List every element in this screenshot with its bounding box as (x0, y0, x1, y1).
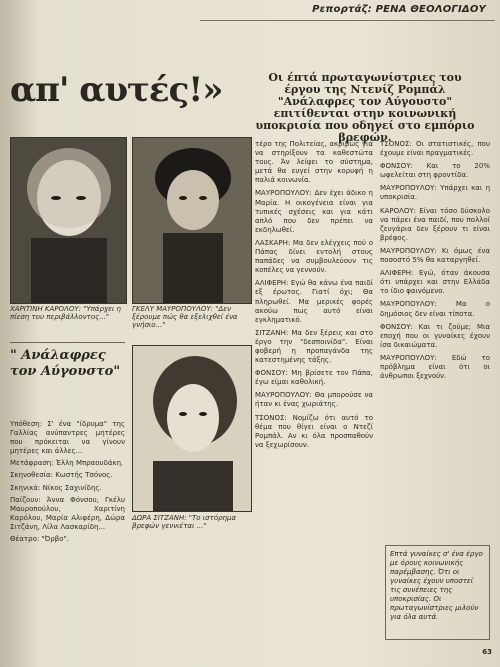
headline: απ' αυτές!» (10, 70, 223, 110)
paragraph: ΦΟΝΣΟΥ: Και το 20% ωφελείται στη φροντίδα. (380, 162, 490, 180)
photo-mavropoulou (132, 137, 252, 304)
paragraph: τέρο της Πολιτείας, ακριβώς γιά να στηρίξουν τα καθεστώτα τους. Άν λείψει το σύστημα, μετά θα ευγεί στην κορυφή η παλιά κοινωνία. (255, 140, 373, 185)
paragraph: ΦΟΝΣΟΥ: Μη βρίσετε τον Πάπα, έγω είμαι καθολική. (255, 369, 373, 387)
credit-line: Θέατρο: "Όρβο". (10, 535, 69, 544)
intro-text: Οι έπτά πρωταγωνίστριες του έργου της Ντενίζ Ρομπάλ "Ανάλαφρες τον Αύγουστο" επιτίθενται στην κοινωνική υποκρισία που οδηγεί στο εμπόριο βρεφών. (255, 71, 475, 144)
photo-karolou (10, 137, 127, 304)
credit-line: Μετάφραση: Έλλη Μπραουδάκη. (10, 459, 124, 468)
box-title: " Ανάλαφρες τον Αύγουστο" (10, 348, 121, 379)
paragraph: ΚΑΡΟΛΟΥ: Είναι τόσο δύσκολο να πάρει ένα παιδί, που πολλοί ζευγάρια δεν ξέρουν τι είναι βρέφος. (380, 206, 490, 242)
reportage-credit: Ρεπορτάζ: ΡΕΝΑ ΘΕΟΛΟΓΙΔΟΥ (312, 4, 486, 15)
paragraph: ΤΣΟΝΟΣ: Οι στατιστικές, που έχουμε είναι πραγματικές. (380, 140, 490, 158)
photo-sitzani (132, 345, 252, 512)
credit-line: Υπόθεση: Σ' ένα "ίδρυμα" της Γαλλίας ανύπαντρες μητέρες που πρόκειται να γίνουν μητέρες και άλλες... (10, 420, 125, 456)
paragraph: ΜΑΥΡΟΠΟΥΛΟΥ: Θα μπορούσε να ήταν κι ένας χωριάτης. (255, 391, 373, 409)
credit-line: Παίζουν: Άννα Φόνσου, Γκέλυ Μαυροπούλου, Χαριτίνη Καρόλου, Μαρία Αλιφέρη, Δώρα Σιτζάνη, Λίλα Λασκαρίδη... (10, 495, 125, 531)
paragraph: ΑΛΙΦΕΡΗ: Εγώ, όταν άκουσα ότι υπάρχει και στην Ελλάδα το ίδιο φαινόμενο. (380, 269, 490, 296)
paragraph: ΜΑΥΡΟΠΟΥΛΟΥ: Κι όμως ένα ποσοστό 5% θα καταργηθεί. (380, 246, 490, 265)
article-column-2 (380, 140, 490, 385)
paragraph: ΛΑΣΚΑΡΗ: Μα δεν ελέγχεις πού ο Πάπας δίνει εντολή στους παπάδες να συμβουλεύουν τις κοπέλες να γεννούν. (255, 238, 373, 275)
paragraph: ΣΙΤΖΑΝΗ: Μα δεν ξέρεις και στο έργο την "δεσποινίδα". Είναι φοβερή η προπαγάνδα της κατεστημένης τάξης. (255, 328, 373, 365)
credits-block (10, 420, 125, 547)
paragraph: ΤΣΟΝΟΣ: Νομίζω ότι αυτό το θέμα που θίγει είναι ο Ντεζί Ρομπάλ. Αν κι όλα προσπαθούν να ξεχωρίσουν. (255, 413, 373, 449)
credit-line: Σκηνικά: Νίκος Σαχινίδης. (10, 483, 102, 492)
paragraph: ΑΛΙΦΕΡΗ: Εγώ θα κάνω ένα παιδί εξ έρωτος. Γιατί όχι; Θα πληρωθεί. Μα μερικές φορές ακούω πως αυτό είναι εγκληματικό. (255, 279, 373, 324)
paragraph: ΜΑΥΡΟΠΟΥΛΟΥ: Δεν έχει άδικο η Μαρία. Η οικογένεια είναι για τυπικές σχέσεις και για κάτι απλό που δεν πρέπει να εκδηλωθεί. (255, 189, 373, 234)
box-top-rule (10, 342, 125, 343)
paragraph: ΜΑΥΡΟΠΟΥΛΟΥ: Υπάρχει και η υποκρισία. (380, 184, 490, 202)
credit-line: Σκηνοθεσία: Κωστής Τσόνος. (10, 471, 113, 480)
paragraph: ΦΟΝΣΟΥ: Και τι ζούμε; Μια εποχή που οι γυναίκες έχουν ίσα δικαιώματα. (380, 322, 490, 349)
caption-karolou: ΧΑΡΙΤΙΝΗ ΚΑΡΟΛΟΥ: "Υπάρχει η πίεση του περιβάλλοντος..." (10, 305, 121, 321)
article-column-1 (255, 140, 373, 454)
sidebar-box: Επτά γυναίκες σ' ένα έργο με όρους κοινωνικής παρέμβασης. Ότι οι γυναίκες έχουν υποστεί τις συνέπειες της υποκρισίας. Οι πρωταγωνίστριες μιλούν για όλα αυτά. (385, 545, 490, 640)
caption-mavropoulou: ΓΚΕΛΥ ΜΑΥΡΟΠΟΥΛΟΥ: "Δεν ξέρουμε πώς θα εξελιχθεί ένα γνήσιο..." (132, 305, 238, 329)
caption-sitzani: ΔΩΡΑ ΣΙΤΖΑΝΗ: "Το ιστόρημα βρεφών γεννιέται ..." (132, 514, 237, 530)
page-number: 63 (482, 648, 492, 656)
paragraph: ΜΑΥΡΟΠΟΥΛΟΥ: Εδώ το πρόβλημα είναι ότι οι άνθρωποι ξεχνούν. (380, 353, 490, 381)
paragraph: ΜΑΥΡΟΠΟΥΛΟΥ: Μα ο δημόσιος δεν είναι τίποτα. (380, 300, 490, 318)
